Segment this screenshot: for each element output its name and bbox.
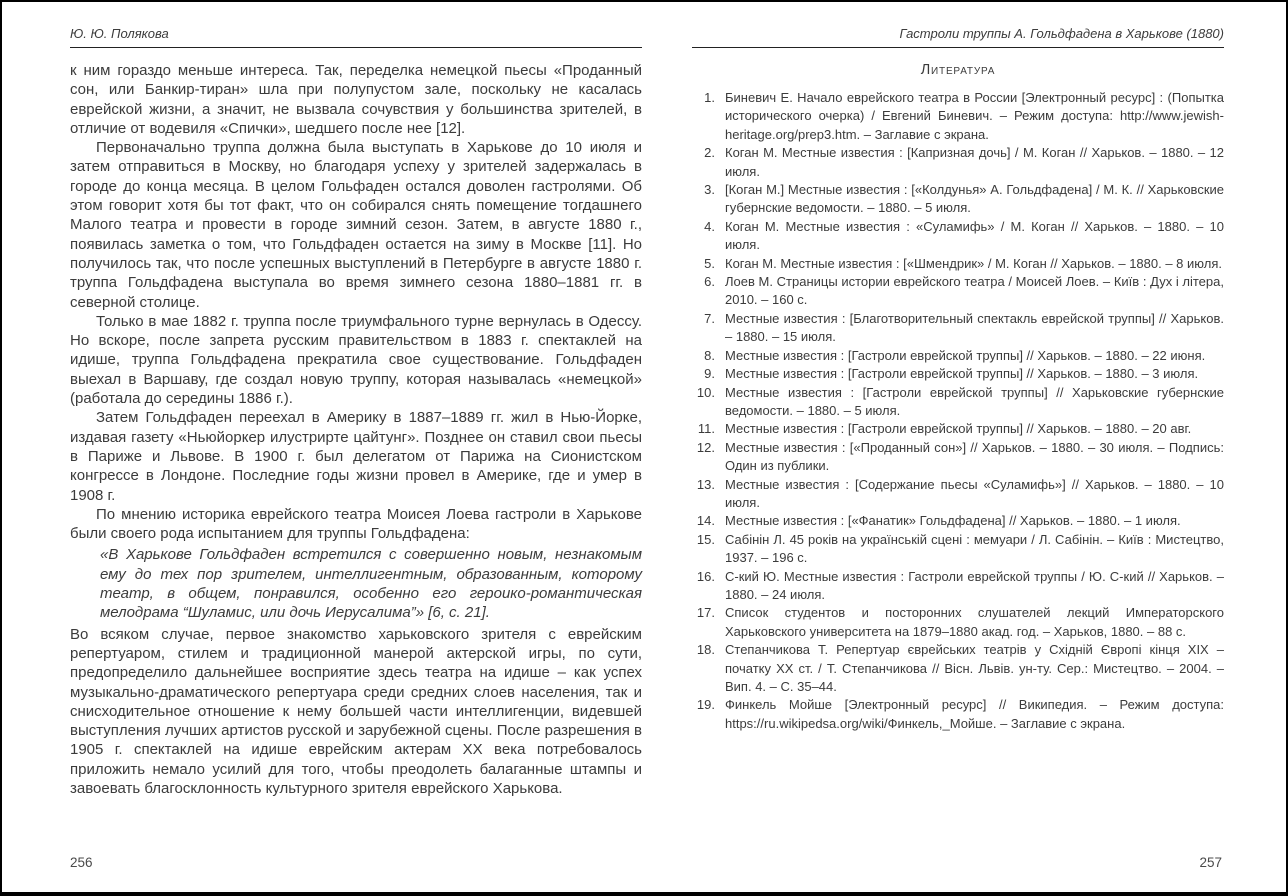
reference-number: 8.	[704, 347, 715, 363]
reference-item	[692, 218, 1224, 255]
reference-item	[692, 347, 1224, 365]
reference-text: Местные известия : [Гастроли еврейской труппы] // Харьковские губернские ведомости. – 1880. – 5 июля.	[725, 384, 1224, 418]
reference-text: Степанчикова Т. Репертуар єврейських театрів у Східній Європі кінця XIX – початку XX ст. / Т. Степанчикова // Вісн. Львів. ун-ту. Сер.: Мистецтво. – 2004. – Вип. 4. – С. 35–44.	[725, 642, 1224, 694]
reference-text: Местные известия : [Гастроли еврейской труппы] // Харьков. – 1880. – 3 июля.	[725, 366, 1199, 382]
body-paragraph: Первоначально труппа должна была выступать в Харькове до 10 июля и затем отправиться в Москву, но благодаря успеху у зрителей задержалась в городе до конца месяца. В целом Гольфаден остался доволен гастролями. Об этом говорит хотя бы тот факт, что он собирался снять помещение тогдашнего Малого театра и провести в городе зимний сезон. Затем, в августе 1880 г., появилась заметка о том, что Гольдфаден остается на зиму в Москве [11]. Но получилось так, что после успешных выступлений в Петербурге в августе 1880 г. труппа Гольдфадена выступала во время зимнего сезона 1880–1881 гг. в северной столице.	[70, 139, 642, 311]
reference-item	[692, 181, 1224, 218]
reference-item	[692, 439, 1224, 476]
reference-number: 1.	[704, 90, 715, 105]
body-paragraph: По мнению историка еврейского театра Моисея Лоева гастроли в Харькове были своего рода испытанием для труппы Гольдфадена:	[70, 505, 642, 543]
reference-number: 18.	[696, 642, 715, 658]
reference-item	[692, 604, 1224, 641]
reference-text: Коган М. Местные известия : [Капризная дочь] / М. Коган // Харьков. – 1880. – 12 июля.	[725, 145, 1224, 179]
reference-number: 2.	[704, 145, 715, 161]
block-quote: «В Харькове Гольдфаден встретился с совершенно новым, незнакомым ему до тех пор зрителем, интеллигентным, образованным, которому театр, в общем, понравился, особенно его героико-романтическая мелодрама “Шуламис, или дочь Иерусалима”» [6, с. 21].	[100, 546, 642, 622]
closing-paragraph: Во всяком случае, первое знакомство харьковского зрителя с еврейским репертуаром, стилем и традиционной манерой актерской игры, по сути, предопределило дальнейшее восприятие здесь театра на идише – как успех музыкально-драматического репертуара среди средних слоев населения, так и снисходительное отношение к нему большей части интеллигенции, видевшей выступления лучших артистов русской и зарубежной сцены. После разрешения в 1905 г. спектаклей на идише еврейским актерам ХХ века потребовалось приложить немало усилий для того, чтобы преодолеть балаганные штампы и завоевать благосклонность культурного зрителя еврейского Харькова.	[70, 625, 642, 797]
reference-item	[692, 384, 1224, 421]
reference-number: 7.	[704, 310, 715, 326]
left-page-body	[70, 61, 642, 798]
reference-number: 13.	[696, 476, 715, 492]
reference-number: 11.	[697, 421, 715, 437]
reference-number: 16.	[696, 568, 715, 584]
left-running-header-author: Ю. Ю. Полякова	[70, 26, 642, 48]
reference-item	[692, 641, 1224, 696]
reference-item	[692, 144, 1224, 181]
reference-text: Финкель Мойше [Электронный ресурс] // Википедия. – Режим доступа: https://ru.wikipedsa.org/wiki/Финкель,_Мойше. – Заглавие с экрана.	[725, 697, 1224, 731]
reference-text: Местные известия : [Благотворительный спектакль еврейской труппы] // Харьков. – 1880. – 15 июля.	[725, 310, 1224, 345]
references-list	[692, 89, 1224, 733]
reference-number: 3.	[704, 182, 715, 198]
bibliography-section-title: Литература	[920, 62, 996, 78]
reference-text: Местные известия : [«Фанатик» Гольдфадена] // Харьков. – 1880. – 1 июля.	[725, 513, 1181, 529]
reference-text: Коган М. Местные известия : [«Шмендрик» / М. Коган // Харьков. – 1880. – 8 июля.	[725, 255, 1222, 271]
reference-number: 15.	[696, 531, 715, 547]
reference-number: 17.	[696, 605, 715, 621]
reference-text: Местные известия : [«Проданный сон»] // Харьков. – 1880. – 30 июля. – Подпись: Один из публики.	[725, 439, 1224, 474]
reference-item	[692, 255, 1224, 273]
body-paragraph: Только в мае 1882 г. труппа после триумфального турне вернулась в Одессу. Но вскоре, после запрета русским правительством в 1883 г. спектаклей на идише, труппа Гольдфадена прекратила свое существование. Гольдфаден выехал в Варшаву, где создал новую труппу, которая называлась «немецкой» (работала до середины 1886 г.).	[70, 312, 642, 408]
body-paragraph: к ним гораздо меньше интереса. Так, переделка немецкой пьесы «Проданный сон, или Банкир-тиран» шла при полупустом зале, поскольку не касалась еврейской жизни, а значит, не вызвала сочувствия у большинства зрителей, в отличие от водевиля «Спички», шедшего после нее [12].	[70, 62, 642, 137]
reference-item	[692, 568, 1224, 605]
reference-number: 9.	[704, 366, 715, 382]
reference-number: 19.	[696, 697, 715, 713]
reference-item	[692, 476, 1224, 513]
reference-text: Сабінін Л. 45 років на українській сцені : мемуари / Л. Сабінін. – Київ : Мистецтво, 1937. – 196 с.	[725, 531, 1224, 566]
reference-text: Коган М. Местные известия : «Суламифь» / М. Коган // Харьков. – 1880. – 10 июля.	[725, 218, 1224, 253]
reference-item	[692, 531, 1224, 568]
reference-text: Биневич Е. Начало еврейского театра в России [Электронный ресурс] : (Попытка исторического очерка) / Евгений Биневич. – Режим доступа: http://www.jewish-heritage.org/prep3.htm. – Заглавие с экрана.	[725, 90, 1224, 142]
page-number-left: 256	[70, 855, 93, 870]
body-paragraph: Затем Гольдфаден переехал в Америку в 1887–1889 гг. жил в Нью-Йорке, издавая газету «Ньюйоркер илустрирте цайтунг». Позднее он ставил свои пьесы в Париже и Львове. В 1900 г. был делегатом от Парижа на Сионистском конгрессе в Лондоне. Последние годы жизни провел в Америке, где и умер в 1908 г.	[70, 409, 642, 504]
reference-text: Местные известия : [Содержание пьесы «Суламифь»] // Харьков. – 1880. – 10 июля.	[725, 476, 1224, 510]
reference-item	[692, 420, 1224, 438]
reference-item	[692, 89, 1224, 144]
reference-number: 14.	[696, 513, 715, 529]
reference-text: Список студентов и посторонних слушателей лекций Императорского Харьковского университета на 1879–1880 акад. год. – Харьков, 1880. – 88 с.	[725, 605, 1224, 639]
reference-item	[692, 310, 1224, 347]
page-number-right: 257	[1199, 855, 1222, 870]
reference-number: 4.	[704, 218, 715, 234]
reference-item	[692, 365, 1224, 383]
reference-item	[692, 512, 1224, 530]
reference-number: 10.	[696, 384, 715, 400]
reference-number: 6.	[704, 274, 715, 290]
right-page	[692, 26, 1224, 733]
reference-text: Лоев М. Страницы истории еврейского театра / Моисей Лоев. – Київ : Дух і літера, 2010. – 160 с.	[725, 274, 1224, 308]
paragraph-group	[70, 61, 642, 543]
left-page	[70, 26, 642, 798]
reference-number: 12.	[696, 439, 715, 455]
reference-text: Местные известия : [Гастроли еврейской труппы] // Харьков. – 1880. – 22 июня.	[725, 347, 1206, 363]
reference-number: 5.	[704, 255, 715, 271]
reference-item	[692, 696, 1224, 733]
right-running-header-article-title: Гастроли труппы А. Гольдфадена в Харькове (1880)	[692, 26, 1224, 48]
reference-text: [Коган М.] Местные известия : [«Колдунья» А. Гольдфадена] / М. К. // Харьковские губернские ведомости. – 1880. – 5 июля.	[725, 182, 1224, 216]
reference-text: С-кий Ю. Местные известия : Гастроли еврейской труппы / Ю. С-кий // Харьков. – 1880. – 24 июля.	[725, 568, 1224, 602]
reference-item	[692, 273, 1224, 310]
reference-text: Местные известия : [Гастроли еврейской труппы] // Харьков. – 1880. – 20 авг.	[725, 421, 1192, 437]
